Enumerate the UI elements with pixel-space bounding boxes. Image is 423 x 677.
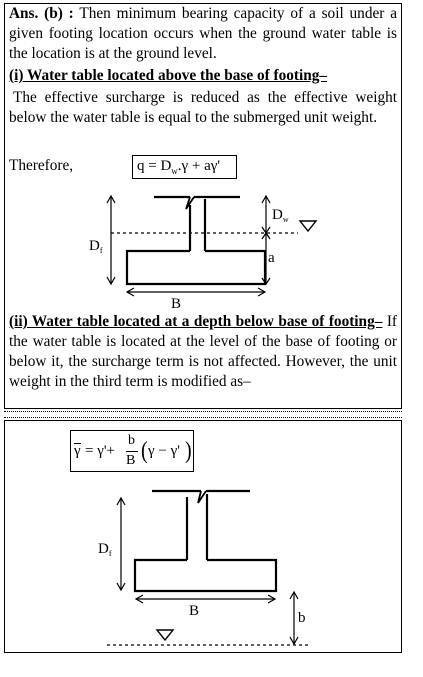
therefore-label: Therefore, — [9, 157, 74, 174]
case2-paragraph — [9, 312, 397, 392]
footing-diagram-1 — [107, 196, 316, 296]
label-a-1: a — [268, 250, 275, 266]
formula-2: γ = γ'+ b B ( γ − γ' ) — [70, 430, 194, 472]
label-df-1: $D_f$ — [89, 238, 103, 255]
answer-box-2 — [4, 420, 402, 653]
label-b-width-1: B — [171, 296, 182, 312]
intro-label: Ans. (b) : — [9, 5, 74, 22]
label-b-width-2: B — [189, 603, 200, 619]
case2-text: If the water table is located at the level of the base of footing or below it, the surcharge term is not affected. However, the unit weight in the third term is modified as– — [9, 313, 398, 390]
case1-text: The effective surcharge is reduced as the effective weight below the water table is equal to the submerged unit weight. — [9, 89, 397, 126]
label-b-depth-2: b — [298, 610, 306, 626]
label-df-2: $D_f$ — [98, 541, 112, 558]
case2-heading: (ii) Water table located at a depth below base of footing– — [9, 313, 383, 330]
label-dw-1: $D_w$ — [272, 207, 289, 224]
intro-text: Then minimum bearing capacity of a soil under a given footing location occurs when the ground water table is the location is at the ground level. — [9, 5, 397, 62]
section-separator — [4, 411, 402, 418]
case1-heading-text: (i) Water table located above the base of footing– — [9, 67, 328, 84]
formula-1: $q = D_w.\gamma + a\gamma'$ — [132, 155, 237, 179]
